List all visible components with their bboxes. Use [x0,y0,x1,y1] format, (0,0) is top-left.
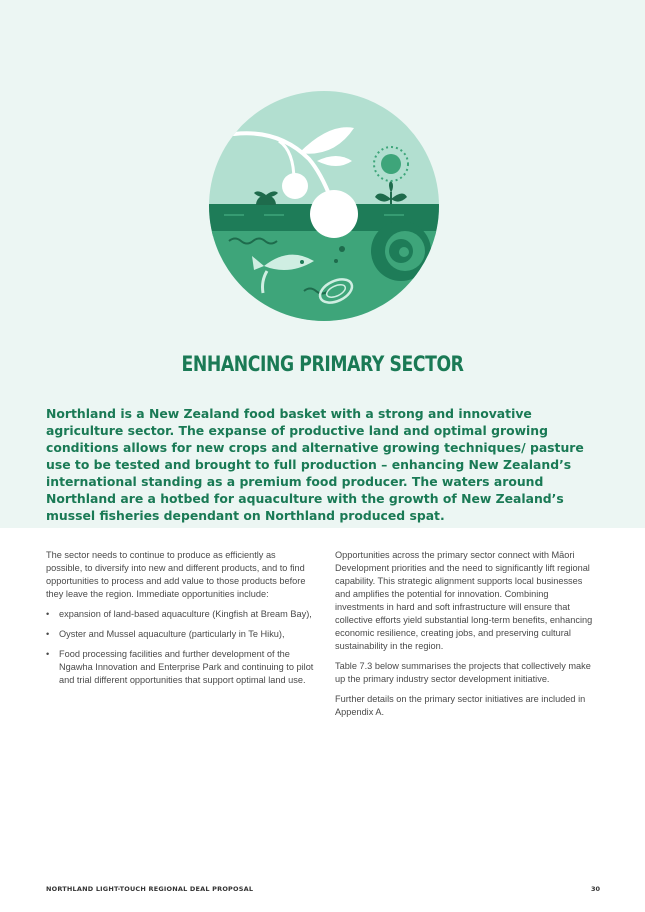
fruit-icon [282,173,308,199]
right-paragraph: Further details on the primary sector initiatives are included in Appendix A. [335,694,586,717]
page-title: ENHANCING PRIMARY SECTOR [181,352,464,376]
left-column [46,549,314,694]
page-number: 30 [590,885,600,893]
list-item: • Oyster and Mussel aquaculture (particularly in Te Hiku), [46,628,314,641]
bubble-icon [339,246,345,252]
koru-spiral-icon [371,221,431,281]
right-paragraph: Opportunities across the primary sector connect with Māori Development priorities and the need to significantly lift regional capability. This strategic alignment supports local businesses and amplifies the potential for innovation. Combining investments in hard and soft infrastructure will ensure that collective efforts yield substantial long-term benefits, enhancing economic resilience, creating jobs, and preserving cultural sustainability in the region. [335,550,593,651]
list-item: • expansion of land-based aquaculture (Kingfish at Bream Bay), [46,608,314,621]
right-paragraph: Table 7.3 below summarises the projects that collectively make up the primary industry sector development initiative. [335,661,591,684]
left-paragraph: The sector needs to continue to produce as efficiently as possible, to diversify into new and different products, and to find opportunities to process and add value to those products before they leave the region. Immediate opportunities include: [46,550,306,599]
bubble-icon [334,259,338,263]
intro-paragraph: Northland is a New Zealand food basket with a strong and innovative agriculture sector. The expanse of productive land and optimal growing conditions allows for new crops and alternative growing techniques/ pasture use to be tested and brought to full production – enhancing New Zealand’s international standing as a premium food producer. The waters around Northland are a hotbed for aquaculture with the growth of New Zealand’s mussel fisheries dependant on Northland produced spat. [46,406,584,523]
opportunity-list [46,608,314,687]
list-item: • Food processing facilities and further development of the Ngawha Innovation and Enterprise Park and continuing to pilot and trial different opportunities that support optimal land use. [46,648,314,687]
primary-sector-illustration [209,91,439,321]
footer-document-title: NORTHLAND LIGHT-TOUCH REGIONAL DEAL PROPOSAL [46,885,254,893]
right-column [335,549,600,726]
fruit-icon [310,190,358,238]
